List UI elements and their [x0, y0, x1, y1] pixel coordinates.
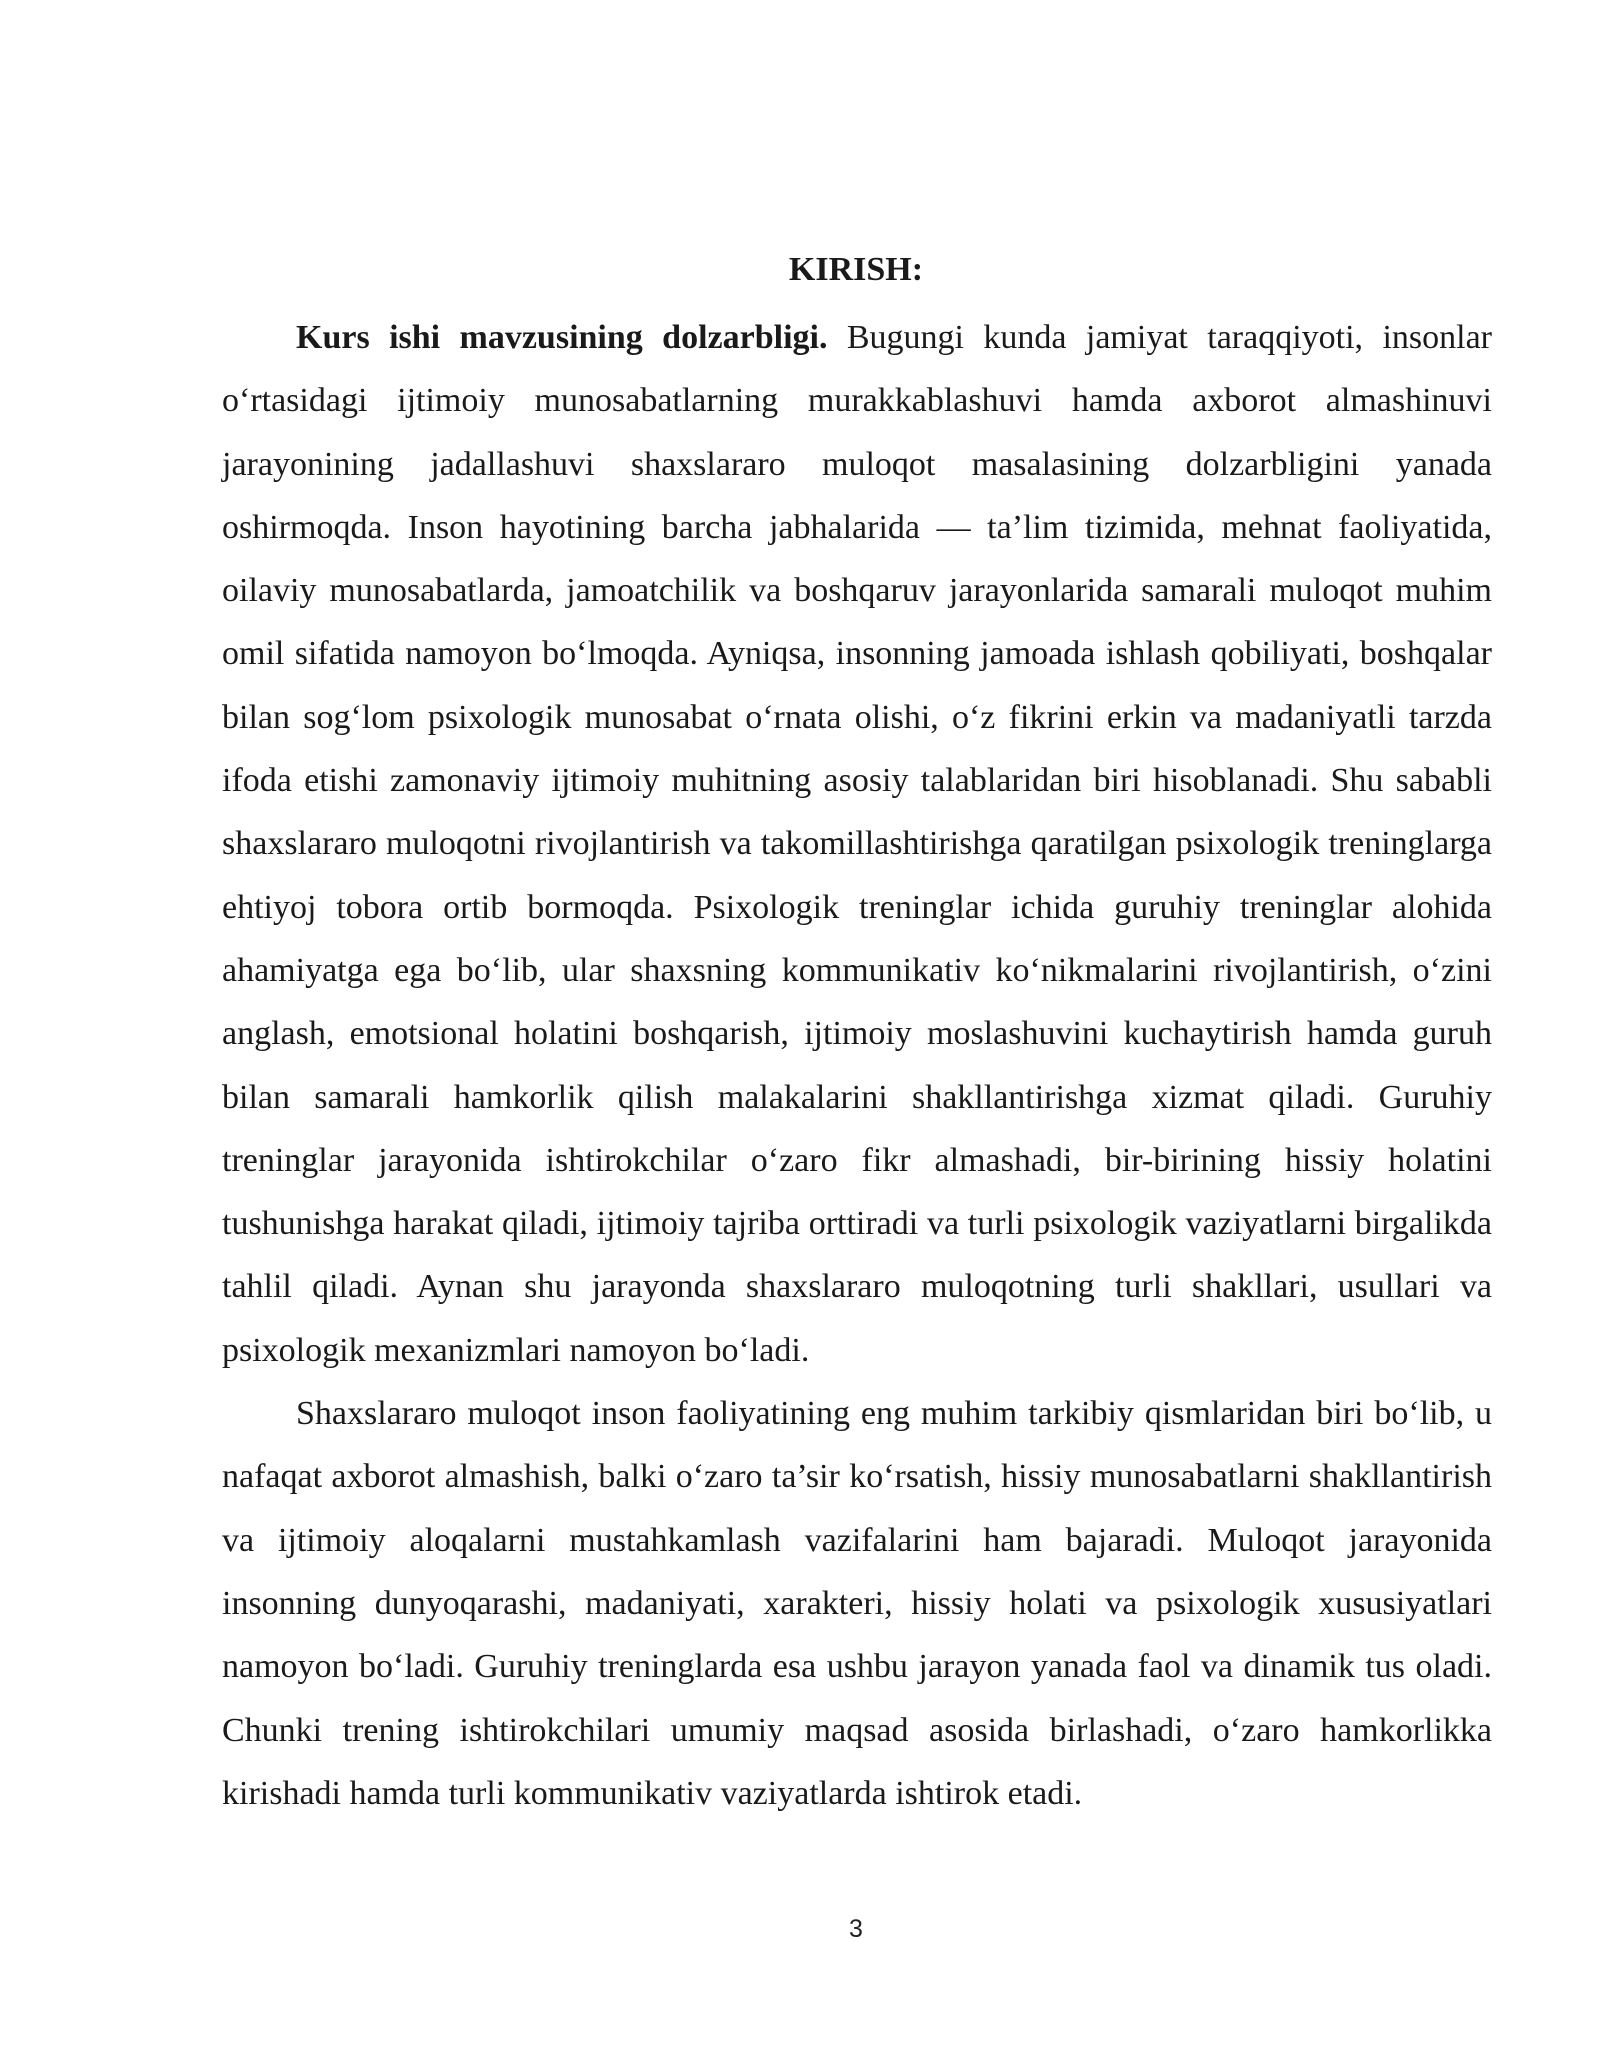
- paragraph-text: Shaxslararo muloqot inson faoliyatining eng muhim tarkibiy qismlaridan biri bo‘lib, u nafaqat axborot almashish, balki o‘zaro ta’sir ko‘rsatish, hissiy munosabatlarni shakllantirish va ijtimoiy aloqalarni mustahkamlash vazifalarini ham bajaradi. Muloqot jarayonida insonning dunyoqarashi, madaniyati, xarakteri, hissiy holati va psixologik xususiyatlari namoyon bo‘ladi. Guruhiy treninglarda esa ushbu jarayon yanada faol va dinamik tus oladi. Chunki trening ishtirokchilari umumiy maqsad asosida birlashadi, o‘zaro hamkorlikka kirishadi hamda turli kommunikativ vaziyatlarda ishtirok etadi.: [222, 1395, 1492, 1812]
- paragraph: [222, 1382, 1492, 1825]
- paragraph: [222, 306, 1492, 1382]
- paragraph-lead: Kurs ishi mavzusining dolzarbligi.: [296, 319, 828, 356]
- page-number: 3: [849, 1915, 863, 1943]
- paragraph-text: Bugungi kunda jamiyat taraqqiyoti, insonlar o‘rtasidagi ijtimoiy munosabatlarning murakkablashuvi hamda axborot almashinuvi jarayonining jadallashuvi shaxslararo muloqot masalasining dolzarbligini yanada oshirmoqda. Inson hayotining barcha jabhalarida — ta’lim tizimida, mehnat faoliyatida, oilaviy munosabatlarda, jamoatchilik va boshqaruv jarayonlarida samarali muloqot muhim omil sifatida namoyon bo‘lmoqda. Ayniqsa, insonning jamoada ishlash qobiliyati, boshqalar bilan sog‘lom psixologik munosabat o‘rnata olishi, o‘z fikrini erkin va madaniyatli tarzda ifoda etishi zamonaviy ijtimoiy muhitning asosiy talablaridan biri hisoblanadi. Shu sababli shaxslararo muloqotni rivojlantirish va takomillashtirishga qaratilgan psixologik treninglarga ehtiyoj tobora ortib bormoqda. Psixologik treninglar ichida guruhiy treninglar alohida ahamiyatga ega bo‘lib, ular shaxsning kommunikativ ko‘nikmalarini rivojlantirish, o‘zini anglash, emotsional holatini boshqarish, ijtimoiy moslashuvini kuchaytirish hamda guruh bilan samarali hamkorlik qilish malakalarini shakllantirishga xizmat qiladi. Guruhiy treninglar jarayonida ishtirokchilar o‘zaro fikr almashadi, bir-birining hissiy holatini tushunishga harakat qiladi, ijtimoiy tajriba orttiradi va turli psixologik vaziyatlarni birgalikda tahlil qiladi. Aynan shu jarayonda shaxslararo muloqotning turli shakllari, usullari va psixologik mexanizmlari namoyon bo‘ladi.: [222, 319, 1492, 1369]
- section-heading: KIRISH:: [788, 251, 924, 288]
- body-text: [222, 306, 1492, 1825]
